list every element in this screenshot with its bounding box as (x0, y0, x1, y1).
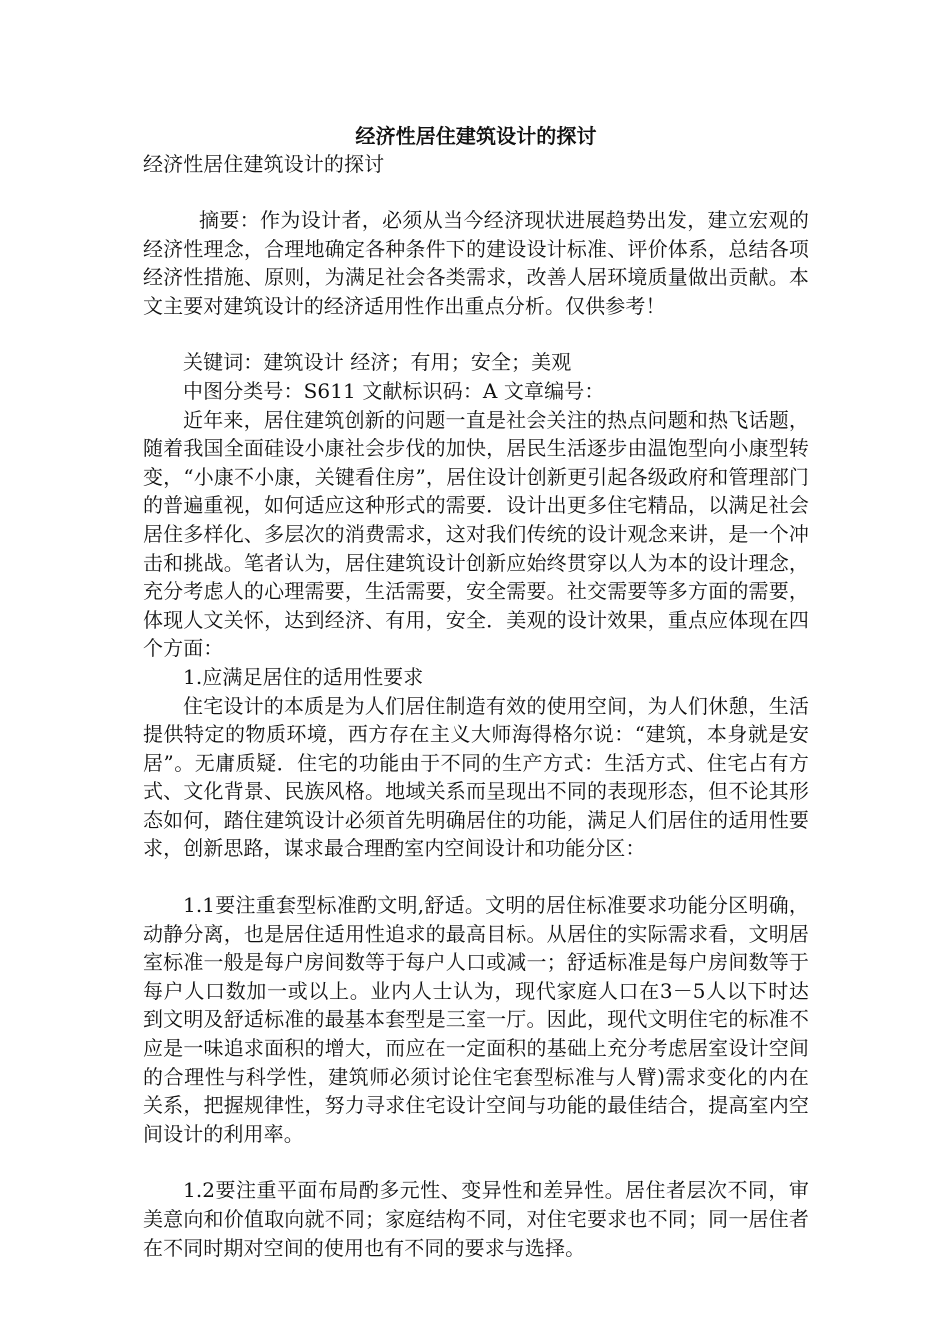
keywords-line: 关键词：建筑设计 经济；有用；安全；美观 (183, 350, 572, 375)
section-1-2-paragraph: 1.2要注重平面布局酌多元性、变异性和差异性。居住者层次不同，审美意向和价值取向就不同；家庭结构不同，对住宅要求也不同；同一居住者在不同时期对空间的使用也有不同的要求与选择。 (143, 1178, 809, 1260)
abstract-paragraph: 摘要：作为设计者，必须从当今经济现状进展趋势出发，建立宏观的经济性理念，合理地确定各种条件下的建设设计标准、评价体系，总结各项经济性措施、原则，为满足社会各类需求，改善人居环境质量做出贡献。本文主要对建筑设计的经济适用性作出重点分析。仅供参考！ (143, 208, 809, 318)
document-title: 经济性居住建筑设计的探讨 (355, 124, 597, 148)
section-1-1-paragraph: 1.1要注重套型标准酌文明,舒适。文明的居住标准要求功能分区明确，动静分离，也是居住适用性追求的最高目标。从居住的实际需求看，文明居室标准一般是每户房间数等于每户人口或减一；舒适标准是每户房间数等于每户人口数加一或以上。业内人士认为，现代家庭人口在3－5人以下时达到文明及舒适标准的最基本套型是三室一厅。因此，现代文明住宅的标准不应是一味追求面积的增大，而应在一定面积的基础上充分考虑居室设计空间的合理性与科学性，建筑师必须讨论住宅套型标准与人臂)需求变化的内在关系，把握规律性，努力寻求住宅设计空间与功能的最佳结合，提高室内空间设计的利用率。 (143, 893, 809, 1146)
section-1-paragraph: 住宅设计的本质是为人们居住制造有效的使用空间，为人们休憩，生活提供特定的物质环境，西方存在主义大师海得格尔说：“建筑，本身就是安居”。无庸质疑．住宅的功能由于不同的生产方式：生活方式、住宅占有方式、文化背景、民族风格。地域关系而呈现出不同的表现形态，但不论其形态如何，踏住建筑设计必须首先明确居住的功能，满足人们居住的适用性要求，创新思路，谋求最合理酌室内空间设计和功能分区： (143, 693, 809, 861)
document-body (143, 122, 809, 1262)
document-subtitle: 经济性居住建筑设计的探讨 (143, 152, 385, 176)
classification-line: 中图分类号：S611 文献标识码：A 文章编号： (183, 378, 605, 403)
section-heading-1: 1.应满足居住的适用性要求 (183, 664, 424, 689)
intro-paragraph: 近年来，居住建筑创新的问题一直是社会关注的热点问题和热飞话题，随着我国全面硅设小康社会步伐的加快，居民生活逐步由温饱型向小康型转变，“小康不小康，关键看住房”，居住设计创新更引起各级政府和管理部门的普遍重视，如何适应这种形式的需要．设计出更多住宅精品，以满足社会居住多样化、多层次的消费需求，这对我们传统的设计观念来讲，是一个冲击和挑战。笔者认为，居住建筑设计创新应始终贯穿以人为本的设计理念，充分考虑人的心理需要，生活需要，安全需要。社交需要等多方面的需要，体现人文关怀，达到经济、有用，安全．美观的设计效果，重点应体现在四个方面： (143, 407, 809, 661)
